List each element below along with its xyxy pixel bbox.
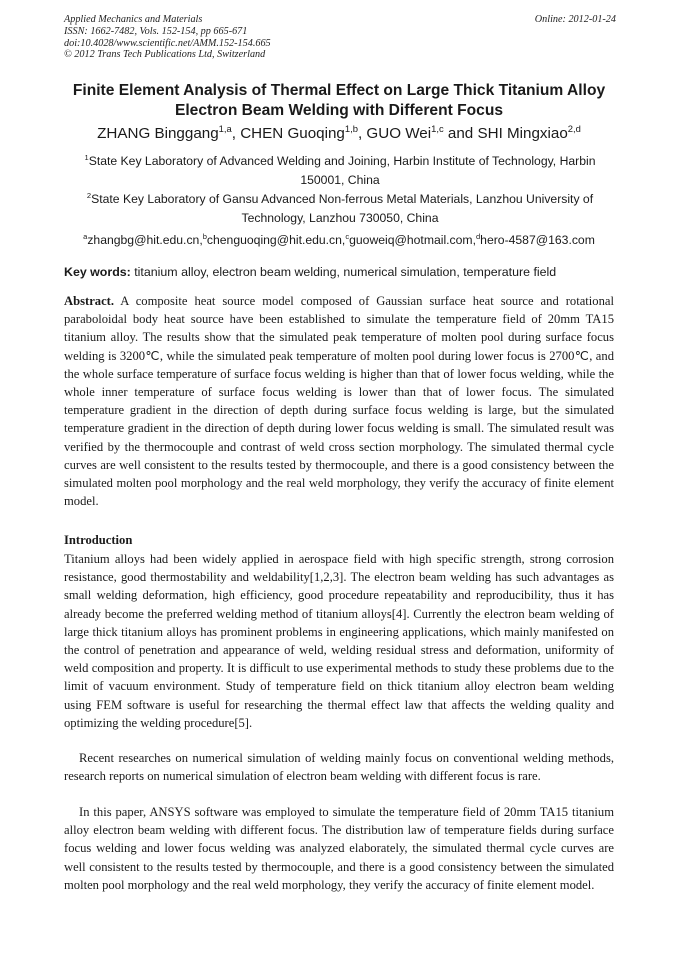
- author-superscript: 1,a: [218, 122, 232, 134]
- copyright-line: © 2012 Trans Tech Publications Ltd, Switzerland: [64, 49, 266, 61]
- issn-line: ISSN: 1662-7482, Vols. 152-154, pp 665-671: [64, 25, 248, 37]
- email-superscript: d: [475, 231, 481, 241]
- online-date: Online: 2012-01-24: [534, 14, 616, 25]
- journal-name: Applied Mechanics and Materials: [64, 14, 203, 25]
- author-separator: and: [443, 125, 478, 142]
- title-line-2: Electron Beam Welding with Different Focus: [174, 102, 504, 119]
- paper-title: [40, 81, 638, 121]
- author-separator: ,: [231, 125, 241, 142]
- abstract-label: Abstract.: [64, 294, 115, 308]
- email-superscript: b: [202, 231, 207, 241]
- author-list: [40, 124, 638, 144]
- email-superscript: c: [345, 231, 350, 241]
- author-name: GUO Wei: [366, 125, 432, 142]
- journal-header: [64, 14, 616, 61]
- introduction-paragraph-2: Recent researches on numerical simulation of welding mainly focus on conventional welding methods, research reports on numerical simulation of electron beam welding with different focus is rare.: [64, 751, 614, 784]
- affiliation-text: State Key Laboratory of Gansu Advanced Non-ferrous Metal Materials, Lanzhou University of Technology, Lanzhou 730050, China: [91, 192, 594, 225]
- abstract: [64, 292, 614, 510]
- email-address[interactable]: guoweiq@hotmail.com,: [349, 233, 476, 247]
- email-address[interactable]: chenguoqing@hit.edu.cn,: [206, 233, 346, 247]
- affiliation-text: State Key Laboratory of Advanced Welding and Joining, Harbin Institute of Technology, Harbin 150001, China: [88, 154, 596, 187]
- author-superscript: 1,c: [431, 122, 444, 134]
- introduction-heading: Introduction: [64, 533, 133, 547]
- affiliation-2: [64, 190, 616, 228]
- author-name: CHEN Guoqing: [240, 125, 345, 142]
- email-list: [40, 231, 638, 249]
- author-name: ZHANG Binggang: [97, 125, 219, 142]
- title-line-1: Finite Element Analysis of Thermal Effect on Large Thick Titanium Alloy: [72, 82, 606, 99]
- introduction-paragraph-1: Titanium alloys had been widely applied in aerospace field with high specific strength, strong corrosion resistance, good thermostability and weldability[1,2,3]. The electron beam welding has such advantages as small welding deformation, high efficiency, good procedure repeatability and reproducibility, thus it has already become the preferred welding method of titanium alloys[4]. Currently the electron beam welding of large thick titanium alloys has prominent problems in engineering applications, which mainly manifested on the control of penetration and appearance of weld, welding residual stress and deformation, uniformity of weld composition and property. It is difficult to use experimental methods to study these problems due to the limit of vacuum environment. Study of temperature field on thick titanium alloy electron beam welding using FEM software is useful for researching the thermal effect law that affects the welding quality and optimizing the welding procedure[5].: [64, 552, 614, 730]
- keywords-text: titanium alloy, electron beam welding, numerical simulation, temperature field: [130, 265, 557, 279]
- affiliation-superscript: 1: [84, 152, 89, 162]
- email-address[interactable]: zhangbg@hit.edu.cn,: [87, 233, 203, 247]
- author-superscript: 2,d: [567, 122, 581, 134]
- affiliation-1: [64, 152, 616, 190]
- doi-line: doi:10.4028/www.scientific.net/AMM.152-154.665: [64, 37, 271, 49]
- author-separator: ,: [357, 125, 367, 142]
- introduction-paragraph-3: In this paper, ANSYS software was employed to simulate the temperature field of 20mm TA15 titanium alloy electron beam welding with different focus. The distribution law of temperature fields during surface focus welding and lower focus welding was analyzed elaborately, the simulated thermal cycle curves are well consistent to the results tested by thermocouple, and there is a good consistency between the simulated molten pool morphology and the real weld morphology, they verify the accuracy of finite element model.: [64, 805, 614, 892]
- keywords: [64, 264, 624, 281]
- keywords-label: Key words:: [64, 265, 131, 279]
- author-superscript: 1,b: [344, 122, 358, 134]
- author-name: SHI Mingxiao: [477, 125, 568, 142]
- affiliation-superscript: 2: [86, 190, 92, 200]
- email-address[interactable]: hero-4587@163.com: [480, 233, 595, 247]
- abstract-text: A composite heat source model composed of Gaussian surface heat source and rotational paraboloidal body heat source have been established to simulate the temperature field of 20mm TA15 titanium alloy. The results show that the simulated peak temperature of molten pool during surface focus welding is 3200℃, while the simulated peak temperature of molten pool during lower focus is 2700℃, and the whole surface temperature of surface focus welding is higher than that of lower focus welding, while the whole inner temperature of surface focus welding is lower than that of lower focus. The simulated temperature gradient in the direction of depth during surface focus welding is large, but the simulated temperature gradient in the direction of depth during lower focus welding is small. The simulated result was verified by the thermocouple and contrast of weld cross section morphology. The simulated thermal cycle curves are well consistent to the results tested by thermocouple, and there is a good consistency between the simulated molten pool morphology and the real weld morphology, they verify the accuracy of finite element model.: [64, 294, 614, 509]
- email-superscript: a: [83, 231, 88, 241]
